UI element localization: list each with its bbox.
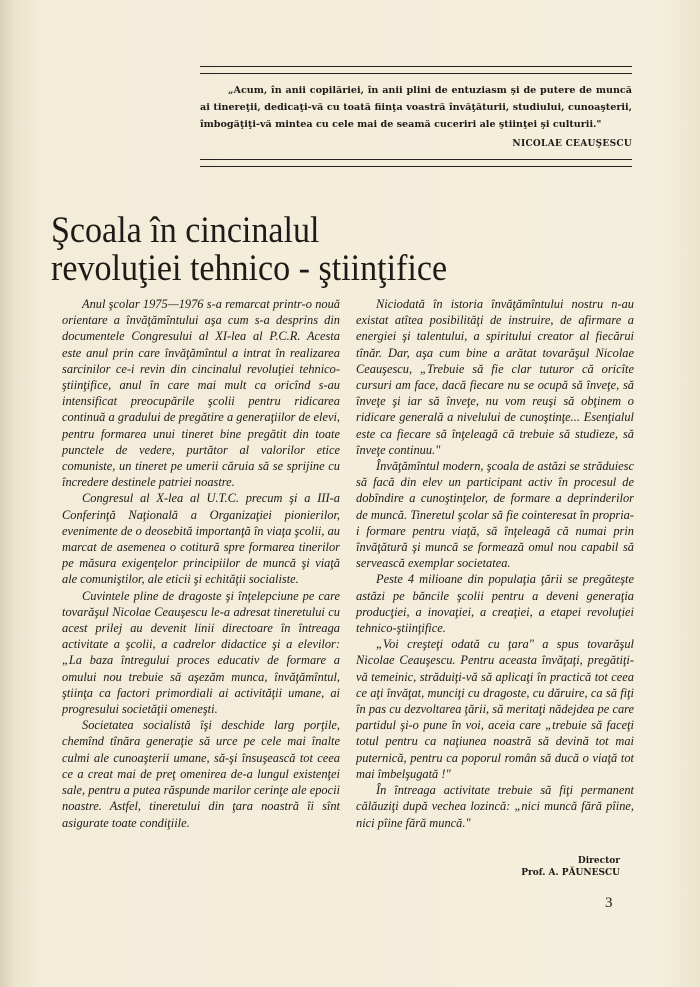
- quote-bottom-rule: [200, 159, 632, 167]
- article-column-right: [356, 296, 634, 831]
- author-signature: [440, 855, 620, 879]
- paragraph: Învăţămîntul modern, şcoala de astăzi se străduiesc să facă din elev un participant activ în procesul de dobîndire a cunoştinţelor, de formare a deprinderilor de muncă. Tineretul şcolar să fie cointeresat în propria-i formare pentru viaţă, să înţeleagă că numai prin învăţătură şi muncă se formează omul nou capabil să servească exemplar societatea.: [356, 459, 634, 571]
- signature-name: Prof. A. PĂUNESCU: [521, 868, 620, 878]
- paragraph: Societatea socialistă îşi deschide larg porţile, chemînd tînăra generaţie să urce pe cele mai înalte culmi ale cunoaşterii umane, să-şi însuşească tot ceea ce a creat mai de preţ omenirea de-a lungul existenţei sale, pentru a putea răspunde marilor cerinţe ale epocii noastre. Astfel, tineretului din ţara noastră îi sînt asigurate toate condiţiile.: [62, 718, 340, 830]
- paragraph: „Voi creşteţi odată cu ţara" a spus tovarăşul Nicolae Ceauşescu. Pentru aceasta învăţaţi, pregătiţi-vă temeinic, străduiţi-vă să aplicaţi în practică tot ceea ce aţi învăţat, munciţi cu dragoste, cu dăruire, ca să fiţi în pas cu dezvoltarea ţării, să meritaţi nădejdea pe care partidul şi-o pune în voi, aceia care „trebuie să faceţi totul pentru ca naţiunea noastră să devină tot mai puternică, pentru ca poporul român să ducă o viaţă tot mai îmbelşugată !": [356, 637, 634, 781]
- quote-top-rule: [200, 66, 632, 74]
- paragraph: În întreaga activitate trebuie să fiţi permanent călăuziţi după vechea lozincă: „nici muncă fără pîine, nici pîine fără muncă.": [356, 783, 634, 830]
- paragraph: Peste 4 milioane din populaţia ţării se pregăteşte astăzi pe băncile şcolii pentru a deveni generaţia producţiei, a inovaţiei, a creaţiei, a etapei revoluţiei tehnico-ştiinţifice.: [356, 572, 634, 636]
- quote-text: „Acum, în anii copilăriei, în anii plini de entuziasm şi de putere de muncă ai tinereţii, dedicaţi-vă cu toată fiinţa voastră învăţăturii, studiului, cunoaşterii, îmbogăţiţi-vă mintea cu cele mai de seamă cuceriri ale ştiinţei şi culturii.": [200, 85, 632, 130]
- article-column-left: [62, 296, 340, 831]
- page-number: 3: [605, 895, 613, 911]
- paragraph: Congresul al X-lea al U.T.C. precum şi a III-a Conferinţă Naţională a Organizaţiei pionierilor, evenimente de o deosebită importanţă în viaţa şcolii, au marcat de asemenea o cotitură spre formarea tinerilor pe măsura exigenţelor principiilor de muncă şi viaţă ale comuniştilor, ale eticii şi echităţii socialiste.: [62, 491, 340, 587]
- paragraph: Cuvintele pline de dragoste şi înţelepciune pe care tovarăşul Nicolae Ceauşescu le-a adresat tineretului cu acest prilej au devenit linii directoare în întreaga activitate a şcolii, a cadrelor didactice şi a elevilor: „La baza întregului proces educativ de formare a omului nou trebuie să aşezăm munca, învăţămîntul, ştiinţa ca factori primordiali ai activităţii umane, ai progresului societăţii omeneşti.: [62, 588, 340, 717]
- paragraph: Anul şcolar 1975—1976 s-a remarcat printr-o nouă orientare a învăţămîntului aşa cum s-a desprins din documentele Congresului al XI-lea al P.C.R. Acesta este anul prin care învăţămîntul a intrat în realizarea sarcinilor ce-i revin din cincinalul revoluţiei tehnico-ştiinţifice, anul în care mai mult ca oricînd s-au intensificat preocupările şcolii pentru ridicarea continuă a gradului de pregătire a generaţiilor de elevi, pentru formarea unui tineret bine pregătit din toate punctele de vedere, purtător al valorilor etice comuniste, un tineret pe umerii căruia să se sprijine cu încredere destinele patriei noastre.: [62, 297, 340, 490]
- title-line-2: revoluţiei tehnico - ştiinţifice: [51, 248, 448, 289]
- article-title: [51, 212, 447, 288]
- quote-author: NICOLAE CEAUŞESCU: [512, 139, 632, 149]
- paragraph: Niciodată în istoria învăţămîntului nostru n-au existat atîtea posibilităţi de instruire, de afirmare a energiei şi talentului, a spiritului creator al fiecărui tînăr. Dar, aşa cum bine a arătat tovarăşul Nicolae Ceauşescu, „Trebuie să fie clar tuturor că oricîte cursuri am face, dacă fiecare nu se ocupă să înveţe, să înveţe şi iar să înveţe, nu vom reuşi să obţinem o ridicare generală a nivelului de cunoştinţe... Esenţialul este ca fiecare să înţeleagă că trebuie să studieze, să înveţe continuu.": [356, 297, 634, 457]
- epigraph-quote: [200, 66, 632, 167]
- signature-role: Director: [577, 856, 620, 866]
- title-line-1: Şcoala în cincinalul: [51, 210, 320, 251]
